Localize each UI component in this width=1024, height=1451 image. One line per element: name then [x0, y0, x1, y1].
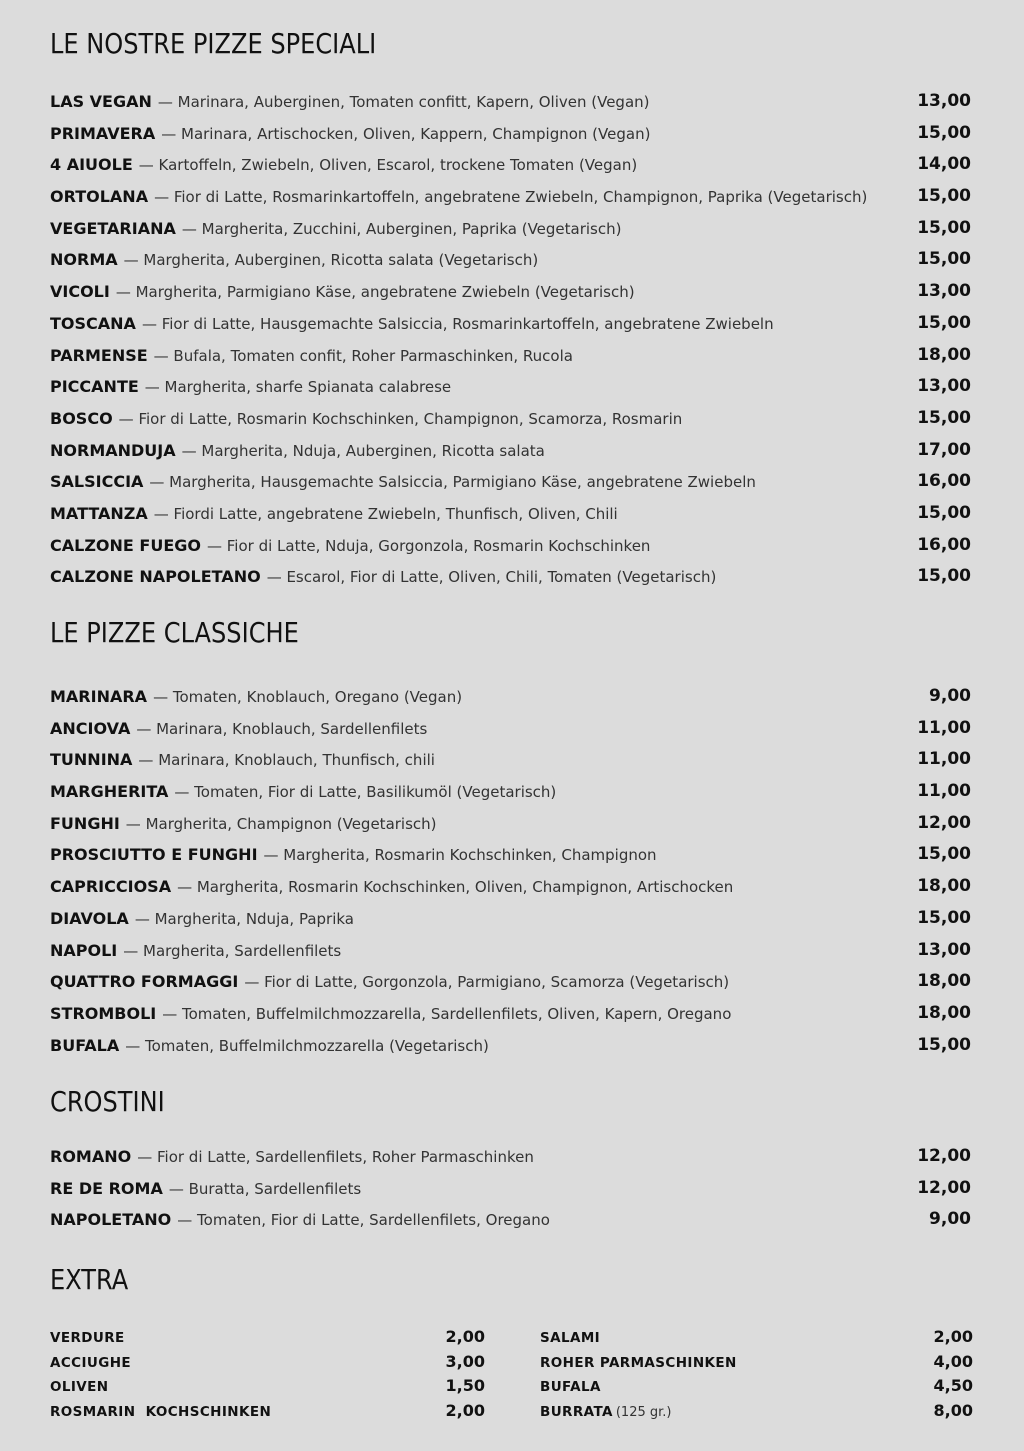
menu-item — [50, 403, 975, 435]
menu-item — [50, 998, 975, 1030]
extra-item-name: ROSMARIN KOCHSCHINKEN — [50, 1403, 272, 1420]
extra-item-price: 3,00 — [445, 1351, 485, 1371]
menu-item-description: — Tomaten, Fior di Latte, Sardellenfilets, Oregano — [177, 1211, 550, 1230]
extra-item-name: OLIVEN — [50, 1379, 109, 1395]
menu-item-price: 18,00 — [917, 344, 971, 365]
menu-item-description: — Tomaten, Buffelmilchmozzarella (Vegetarisch) — [125, 1036, 489, 1055]
menu-item-name: STROMBOLI — [50, 1003, 157, 1023]
menu-item-price: 18,00 — [917, 876, 971, 897]
menu-item-price: 17,00 — [917, 439, 971, 460]
menu-item-price: 13,00 — [917, 939, 971, 960]
menu-item-name: FUNGHI — [50, 813, 120, 833]
extra-item-note: (125 gr.) — [615, 1404, 672, 1420]
extra-item — [540, 1399, 973, 1424]
menu-item — [50, 86, 975, 118]
extra-item — [540, 1374, 973, 1399]
menu-item — [50, 839, 975, 871]
extra-item — [540, 1350, 973, 1375]
list-speciali — [50, 86, 975, 593]
menu-item-name: RE DE ROMA — [50, 1178, 163, 1198]
menu-item-description: — Marinara, Knoblauch, Sardellenfilets — [136, 719, 428, 738]
menu-item-price: 15,00 — [917, 502, 971, 523]
menu-item-name: PICCANTE — [50, 377, 139, 397]
menu-item — [50, 871, 975, 903]
extra-item-price: 4,00 — [933, 1351, 973, 1371]
extra-item — [50, 1325, 485, 1350]
extra-item-price: 8,00 — [933, 1400, 973, 1420]
list-crostini — [50, 1141, 975, 1236]
menu-item-name: MARGHERITA — [50, 782, 169, 802]
menu-item-name: PARMENSE — [50, 345, 148, 365]
extra-item-price: 2,00 — [933, 1327, 973, 1346]
section-title-speciali: LE NOSTRE PIZZE SPECIALI — [50, 27, 377, 60]
menu-item-price: 12,00 — [917, 1146, 971, 1166]
menu-item-name: SALSICCIA — [50, 472, 144, 492]
menu-item-name: NAPOLI — [50, 940, 118, 960]
extras-grid — [50, 1325, 975, 1425]
menu-item-description: — Margherita, Auberginen, Ricotta salata (Vegetarisch) — [123, 251, 539, 270]
menu-item-price: 13,00 — [917, 91, 971, 111]
menu-item-description: — Tomaten, Fior di Latte, Basilikumöl (Vegetarisch) — [174, 783, 557, 802]
menu-item — [50, 1173, 975, 1205]
menu-item-price: 15,00 — [917, 1034, 971, 1055]
section-title-classiche: LE PIZZE CLASSICHE — [50, 616, 299, 649]
menu-item-price: 14,00 — [917, 154, 971, 175]
menu-item-description: — Margherita, Zucchini, Auberginen, Paprika (Vegetarisch) — [181, 219, 622, 238]
extra-item — [540, 1325, 973, 1350]
menu-item-price: 15,00 — [917, 186, 971, 207]
menu-item-name: CALZONE NAPOLETANO — [50, 567, 261, 587]
extra-item-name: ROHER PARMASCHINKEN — [540, 1354, 737, 1371]
menu-item-description: — Margherita, sharfe Spianata calabrese — [144, 378, 452, 397]
menu-item-description: — Margherita, Rosmarin Kochschinken, Oliven, Champignon, Artischocken — [177, 878, 734, 897]
menu-item — [50, 713, 975, 745]
menu-item-name: MARINARA — [50, 687, 148, 706]
menu-item-description: — Margherita, Rosmarin Kochschinken, Champignon — [263, 846, 657, 865]
menu-item — [50, 744, 975, 776]
menu-item — [50, 213, 975, 245]
menu-item-description: — Fior di Latte, Rosmarinkartoffeln, angebratene Zwiebeln, Champignon, Paprika (Vegetarisch) — [154, 188, 868, 207]
menu-item-price: 12,00 — [917, 1177, 971, 1198]
menu-item — [50, 808, 975, 840]
extra-item — [50, 1374, 485, 1399]
menu-item-name: 4 AIUOLE — [50, 155, 133, 175]
menu-item-price: 15,00 — [917, 312, 971, 333]
menu-item-description: — Bufala, Tomaten confit, Roher Parmaschinken, Rucola — [153, 346, 573, 365]
extra-item-name: BURRATA — [540, 1403, 613, 1420]
menu-item — [50, 466, 975, 498]
menu-item-name: ROMANO — [50, 1147, 132, 1166]
extra-item-name: VERDURE — [50, 1330, 125, 1346]
menu-item-price: 18,00 — [917, 1002, 971, 1023]
extra-item-name: BUFALA — [540, 1379, 601, 1395]
menu-item-description: — Tomaten, Buffelmilchmozzarella, Sardellenfilets, Oliven, Kapern, Oregano — [162, 1004, 732, 1023]
extra-item — [50, 1399, 485, 1424]
menu-item — [50, 776, 975, 808]
menu-item-description: — Fior di Latte, Sardellenfilets, Roher Parmaschinken — [137, 1148, 534, 1166]
menu-item-name: ANCIOVA — [50, 718, 131, 738]
menu-item-price: 11,00 — [917, 749, 971, 770]
menu-item-price: 11,00 — [917, 717, 971, 738]
menu-item — [50, 244, 975, 276]
menu-item — [50, 561, 975, 593]
menu-item-price: 15,00 — [917, 407, 971, 428]
menu-item-description: — Kartoffeln, Zwiebeln, Oliven, Escarol, trockene Tomaten (Vegan) — [138, 156, 638, 175]
extra-item-price: 2,00 — [445, 1400, 485, 1420]
menu-item-name: TUNNINA — [50, 750, 133, 770]
menu-item-price: 9,00 — [929, 1209, 971, 1230]
menu-item-description: — Margherita, Nduja, Auberginen, Ricotta salata — [181, 441, 545, 460]
menu-item — [50, 371, 975, 403]
menu-item — [50, 966, 975, 998]
menu-item — [50, 435, 975, 467]
menu-item-name: NORMANDUJA — [50, 440, 176, 460]
menu-item-price: 11,00 — [917, 781, 971, 802]
menu-item — [50, 903, 975, 935]
menu-item-price: 16,00 — [917, 534, 971, 555]
menu-item — [50, 935, 975, 967]
extras-right-column — [540, 1325, 973, 1423]
menu-item — [50, 1030, 975, 1062]
menu-item-description: — Marinara, Knoblauch, Thunfisch, chili — [138, 751, 435, 770]
section-title-extra: EXTRA — [50, 1263, 129, 1296]
menu-item-price: 15,00 — [917, 844, 971, 865]
list-classiche — [50, 681, 975, 1061]
menu-item-price: 15,00 — [917, 566, 971, 587]
menu-item-name: LAS VEGAN — [50, 92, 152, 111]
menu-item-description: — Margherita, Champignon (Vegetarisch) — [125, 814, 437, 833]
menu-item — [50, 118, 975, 150]
menu-item-name: DIAVOLA — [50, 908, 129, 928]
menu-item-name: NAPOLETANO — [50, 1210, 172, 1230]
menu-item-name: CAPRICCIOSA — [50, 877, 172, 897]
menu-item-name: PROSCIUTTO E FUNGHI — [50, 845, 258, 865]
extra-item-name: ACCIUGHE — [50, 1354, 132, 1371]
menu-item-description: — Marinara, Auberginen, Tomaten confitt, Kapern, Oliven (Vegan) — [157, 93, 650, 111]
menu-item — [50, 530, 975, 562]
section-title-crostini: CROSTINI — [50, 1085, 165, 1118]
menu-item-price: 16,00 — [917, 471, 971, 492]
extra-item-price: 1,50 — [445, 1376, 485, 1395]
menu-item-price: 18,00 — [917, 971, 971, 992]
menu-item-description: — Fior di Latte, Nduja, Gorgonzola, Rosmarin Kochschinken — [207, 536, 651, 555]
menu-item-description: — Fior di Latte, Rosmarin Kochschinken, Champignon, Scamorza, Rosmarin — [118, 409, 683, 428]
menu-item-description: — Fiordi Latte, angebratene Zwiebeln, Thunfisch, Oliven, Chili — [153, 504, 618, 523]
menu-item-price: 15,00 — [917, 249, 971, 270]
menu-item-price: 9,00 — [929, 686, 971, 706]
menu-item — [50, 681, 975, 713]
menu-item — [50, 149, 975, 181]
extra-item-name: SALAMI — [540, 1330, 601, 1346]
menu-item-name: TOSCANA — [50, 313, 136, 333]
menu-item-name: PRIMAVERA — [50, 123, 156, 143]
menu-item-price: 13,00 — [917, 376, 971, 397]
menu-item-name: QUATTRO FORMAGGI — [50, 972, 239, 992]
menu-item-price: 13,00 — [917, 281, 971, 302]
menu-item-description: — Margherita, Hausgemachte Salsiccia, Parmigiano Käse, angebratene Zwiebeln — [149, 473, 756, 492]
menu-item-description: — Margherita, Nduja, Paprika — [134, 909, 354, 928]
menu-item-price: 15,00 — [917, 122, 971, 143]
menu-item-name: MATTANZA — [50, 503, 148, 523]
menu-item-description: — Fior di Latte, Gorgonzola, Parmigiano, Scamorza (Vegetarisch) — [244, 973, 730, 992]
menu-item-description: — Escarol, Fior di Latte, Oliven, Chili, Tomaten (Vegetarisch) — [266, 568, 717, 587]
menu-item-price: 15,00 — [917, 217, 971, 238]
menu-item-name: VEGETARIANA — [50, 218, 176, 238]
menu-item-description: — Fior di Latte, Hausgemachte Salsiccia, Rosmarinkartoffeln, angebratene Zwiebeln — [141, 314, 774, 333]
menu-item — [50, 340, 975, 372]
extra-item — [50, 1350, 485, 1375]
menu-item-description: — Margherita, Parmigiano Käse, angebratene Zwiebeln (Vegetarisch) — [115, 283, 635, 302]
menu-item — [50, 1204, 975, 1236]
menu-item-description: — Buratta, Sardellenfilets — [168, 1179, 362, 1198]
menu-item-name: ORTOLANA — [50, 187, 149, 207]
menu-item-price: 12,00 — [917, 812, 971, 833]
menu-item-name: VICOLI — [50, 282, 110, 302]
menu-item-description: — Marinara, Artischocken, Oliven, Kappern, Champignon (Vegan) — [161, 124, 651, 143]
menu-item — [50, 276, 975, 308]
menu-item-name: BUFALA — [50, 1035, 120, 1055]
menu-item-description: — Margherita, Sardellenfilets — [123, 941, 342, 960]
extra-item-price: 2,00 — [445, 1327, 485, 1346]
extras-left-column — [50, 1325, 485, 1423]
menu-item — [50, 498, 975, 530]
extra-item-price: 4,50 — [933, 1376, 973, 1395]
menu-item-name: CALZONE FUEGO — [50, 535, 201, 555]
menu-item — [50, 1141, 975, 1173]
menu-item — [50, 181, 975, 213]
menu-item-description: — Tomaten, Knoblauch, Oregano (Vegan) — [153, 688, 463, 706]
menu-item — [50, 308, 975, 340]
menu-item-name: BOSCO — [50, 408, 113, 428]
menu-item-price: 15,00 — [917, 907, 971, 928]
menu-item-name: NORMA — [50, 250, 118, 270]
